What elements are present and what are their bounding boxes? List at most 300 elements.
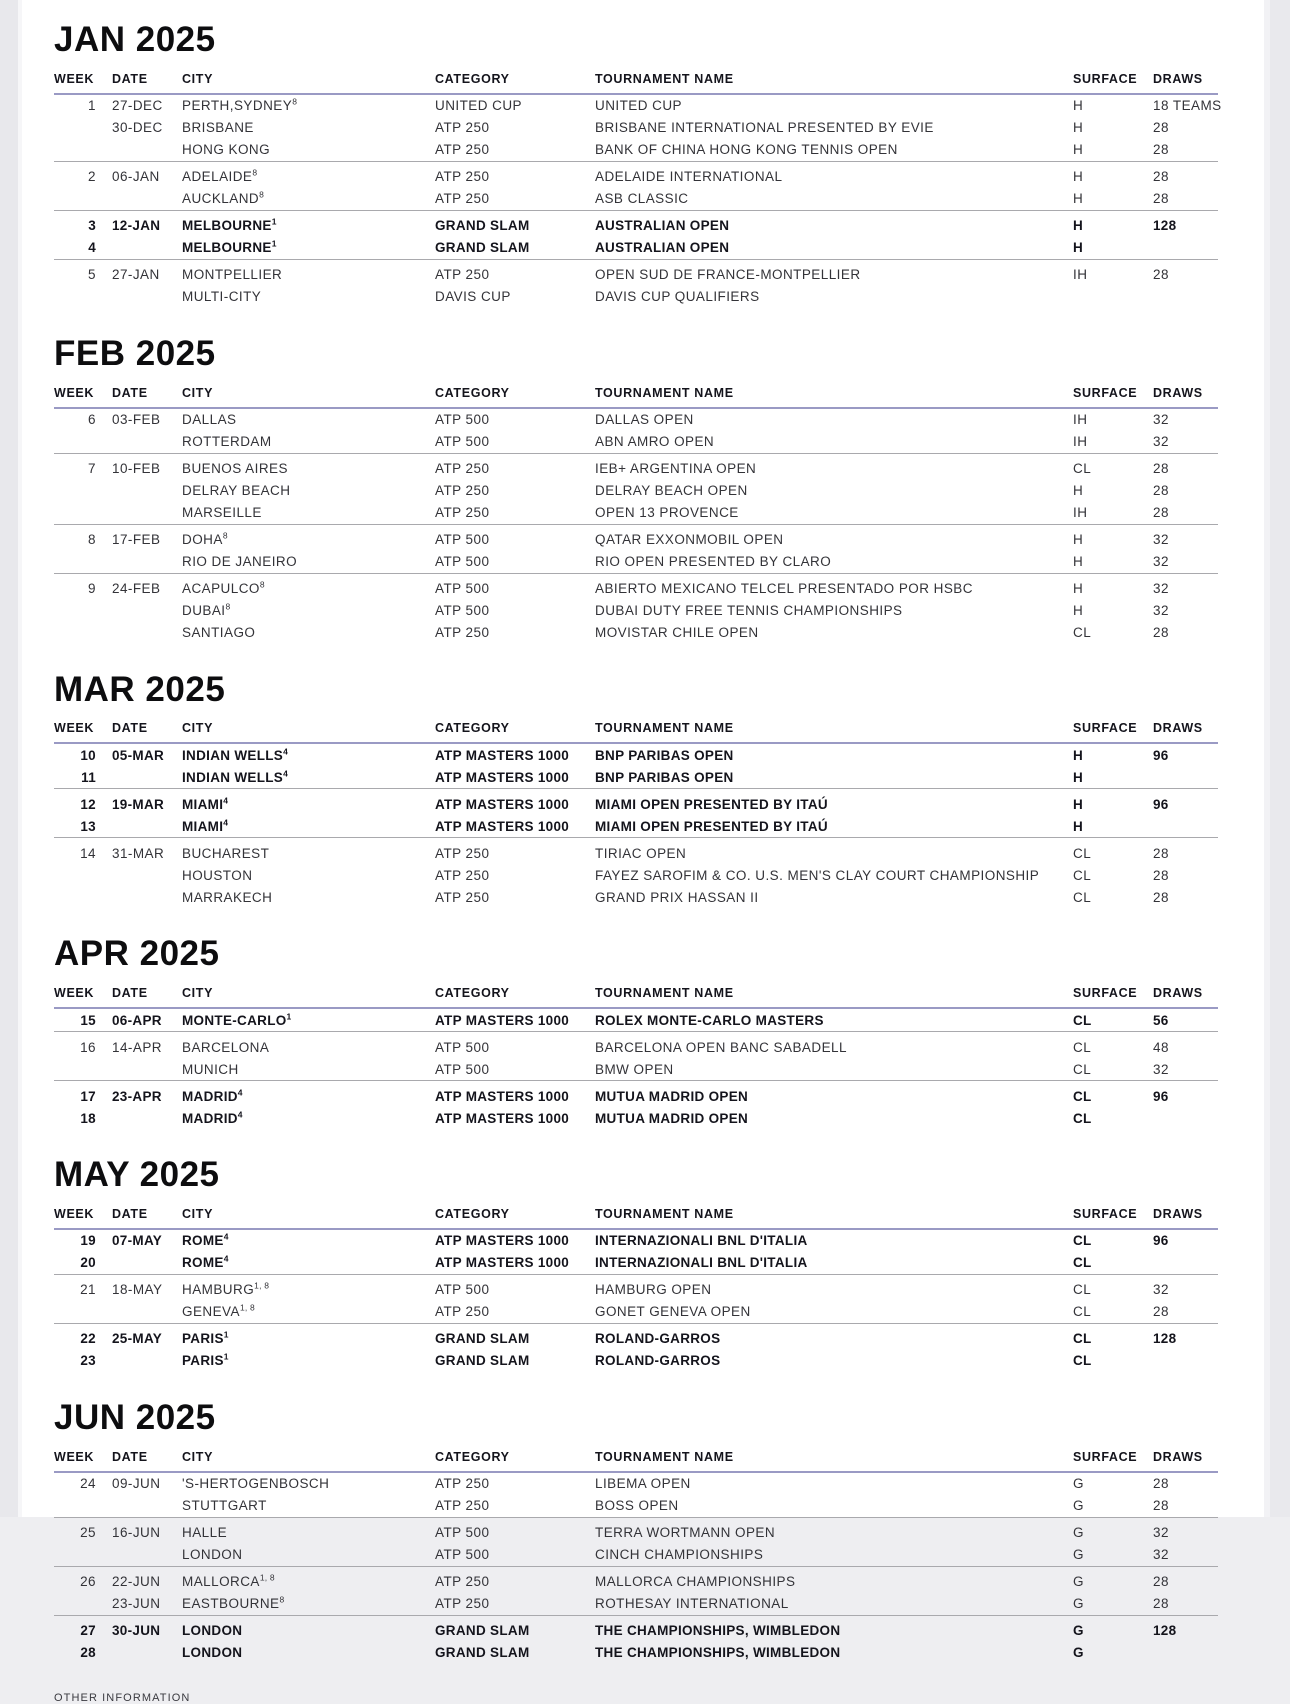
cell-category: ATP MASTERS 1000 [435, 1255, 570, 1271]
cell-date: 12-JAN [112, 218, 161, 234]
table-header-row [54, 721, 1218, 742]
column-header-city: CITY [182, 385, 214, 400]
cell-draws [1147, 1642, 1218, 1664]
cell-tournament: MUTUA MADRID OPEN [595, 1110, 749, 1126]
footnote-marker: 4 [237, 1109, 243, 1119]
other-information-label: OTHER INFORMATION [54, 1691, 191, 1704]
cell-category: ATP 500 [435, 1547, 490, 1562]
cell-date [110, 766, 182, 788]
footnote-marker: 1 [286, 1011, 292, 1021]
table-row[interactable] [54, 480, 1218, 502]
cell-week [54, 886, 110, 908]
table-row[interactable] [54, 578, 1218, 600]
cell-date: 25-MAY [112, 1331, 163, 1347]
column-header-draws: DRAWS [1153, 721, 1203, 736]
cell-tournament: ROLAND-GARROS [595, 1353, 721, 1369]
cell-week: 18 [80, 1110, 96, 1126]
cell-city: MIAMI$^4$ [182, 817, 229, 834]
cell-tournament: ROTHESAY INTERNATIONAL [595, 1596, 789, 1611]
table-row[interactable] [54, 1279, 1218, 1301]
footnote-marker: 8 [259, 579, 265, 590]
table-row[interactable] [54, 886, 1218, 908]
cell-city: PERTH,SYDNEY$^8$ [182, 96, 298, 114]
footnote-marker: 8 [259, 189, 265, 200]
cell-date [110, 1642, 182, 1664]
cell-draws: 32 [1153, 1547, 1169, 1562]
cell-tournament: MIAMI OPEN PRESENTED BY ITAÚ [595, 818, 828, 834]
cell-draws: 28 [1153, 483, 1169, 498]
table-row[interactable] [54, 264, 1218, 286]
cell-surface: CL [1073, 1088, 1092, 1104]
cell-category: ATP 250 [435, 1304, 490, 1320]
table-row[interactable] [54, 1252, 1218, 1274]
cell-date [110, 188, 182, 210]
month-block [54, 910, 1232, 1129]
cell-city: MELBOURNE$^1$ [182, 238, 277, 256]
table-row[interactable] [54, 286, 1218, 308]
cell-week [54, 286, 110, 308]
cell-category: ATP 250 [435, 845, 490, 861]
cell-surface: CL [1073, 1233, 1092, 1249]
cell-date [110, 622, 182, 644]
cell-date: 19-MAR [112, 796, 165, 812]
cell-surface: H [1073, 191, 1084, 207]
footnote-marker: 8 [252, 167, 258, 178]
table-row[interactable] [54, 1107, 1218, 1129]
column-header-city: CITY [182, 986, 214, 1000]
cell-draws: 32 [1153, 554, 1169, 569]
table-row[interactable] [54, 864, 1218, 886]
cell-date: 07-MAY [112, 1233, 163, 1249]
cell-city: AUCKLAND$^8$ [182, 189, 265, 207]
cell-city: 'S-HERTOGENBOSCH [182, 1476, 330, 1491]
cell-draws: 28 [1153, 505, 1169, 520]
cell-category: ATP MASTERS 1000 [435, 1110, 570, 1126]
cell-city: DUBAI$^8$ [182, 601, 231, 618]
cell-week: 22 [80, 1331, 96, 1347]
cell-category: ATP 250 [435, 505, 490, 520]
column-header-city: CITY [182, 71, 214, 86]
column-header-week: WEEK [54, 385, 95, 400]
cell-category: ATP 250 [435, 1574, 490, 1589]
cell-surface: H [1073, 98, 1084, 114]
cell-week: 3 [88, 218, 96, 234]
cell-tournament: LIBEMA OPEN [595, 1476, 691, 1491]
month-title: JUN 2025 [54, 1397, 216, 1437]
cell-tournament: OPEN SUD DE FRANCE-MONTPELLIER [595, 267, 861, 283]
cell-draws: 28 [1153, 845, 1169, 861]
cell-tournament: UNITED CUP [595, 98, 683, 114]
cell-draws: 32 [1153, 532, 1169, 547]
month-block [54, 1131, 1232, 1372]
cell-city: ROTTERDAM [182, 434, 272, 449]
cell-week: 11 [81, 769, 96, 785]
table-row[interactable] [54, 215, 1218, 237]
table-row[interactable] [54, 1473, 1218, 1495]
cell-surface: H [1073, 120, 1084, 136]
table-row[interactable] [54, 1328, 1218, 1350]
month-title: FEB 2025 [54, 333, 216, 373]
cell-date [110, 551, 182, 573]
cell-city: ADELAIDE$^8$ [182, 167, 258, 185]
column-header-week: WEEK [54, 721, 95, 736]
cell-draws: 48 [1153, 1039, 1169, 1055]
cell-week: 4 [88, 240, 96, 256]
cell-surface: G [1073, 1476, 1084, 1491]
cell-city: HOUSTON [182, 867, 253, 883]
cell-week [54, 431, 110, 453]
column-header-draws: DRAWS [1153, 1449, 1203, 1464]
cell-tournament: DUBAI DUTY FREE TENNIS CHAMPIONSHIPS [595, 603, 903, 618]
cell-city: DALLAS [182, 412, 237, 427]
cell-date: 06-APR [112, 1012, 162, 1028]
cell-draws: 128 [1153, 1331, 1177, 1347]
table-row[interactable] [54, 117, 1218, 139]
cell-category: ATP 250 [435, 169, 490, 185]
cell-city: BRISBANE [182, 120, 254, 136]
column-header-week: WEEK [54, 986, 95, 1000]
cell-category: ATP MASTERS 1000 [435, 796, 570, 812]
table-row[interactable] [54, 458, 1218, 480]
table-row[interactable] [54, 1058, 1218, 1080]
cell-surface: H [1073, 769, 1084, 785]
cell-tournament: THE CHAMPIONSHIPS, WIMBLEDON [595, 1645, 841, 1660]
cell-category: ATP MASTERS 1000 [435, 818, 570, 834]
cell-date [110, 139, 182, 161]
cell-surface: CL [1073, 1331, 1092, 1347]
table-row[interactable] [54, 1495, 1218, 1517]
cell-draws: 96 [1153, 796, 1169, 812]
column-header-surface: SURFACE [1073, 385, 1138, 400]
cell-surface: CL [1073, 845, 1092, 861]
column-header-date: DATE [112, 71, 148, 86]
column-header-tournament: TOURNAMENT NAME [595, 986, 734, 1000]
cell-draws: 18 TEAMS [1153, 98, 1222, 114]
footnote-marker: 4 [223, 1253, 229, 1264]
cell-week: 15 [80, 1012, 96, 1028]
cell-category: ATP 250 [435, 267, 490, 283]
cell-tournament: TERRA WORTMANN OPEN [595, 1525, 776, 1540]
cell-surface: IH [1073, 412, 1088, 427]
table-row[interactable] [54, 1642, 1218, 1664]
table-row[interactable] [54, 551, 1218, 573]
cell-week: 2 [88, 169, 96, 185]
table-row[interactable] [54, 815, 1218, 837]
cell-surface: H [1073, 818, 1084, 834]
cell-date [110, 1495, 182, 1517]
cell-draws: 32 [1153, 1525, 1169, 1540]
column-header-draws: DRAWS [1153, 986, 1203, 1000]
table-row[interactable] [54, 1036, 1218, 1058]
cell-category: ATP MASTERS 1000 [435, 747, 570, 763]
cell-category: ATP MASTERS 1000 [435, 1088, 570, 1104]
cell-surface: G [1073, 1596, 1084, 1611]
cell-city: PARIS$^1$ [182, 1351, 229, 1369]
cell-draws: 32 [1153, 603, 1169, 618]
cell-surface: CL [1073, 1282, 1092, 1298]
cell-draws: 28 [1153, 1596, 1169, 1611]
month-title: APR 2025 [54, 934, 220, 974]
month-table [54, 986, 1218, 1129]
cell-draws [1147, 286, 1218, 308]
table-row[interactable] [54, 766, 1218, 788]
cell-date: 27-JAN [112, 267, 160, 283]
cell-draws: 28 [1153, 169, 1169, 185]
column-header-week: WEEK [54, 1206, 95, 1221]
cell-draws: 28 [1153, 889, 1169, 905]
column-header-surface: SURFACE [1073, 71, 1138, 86]
month-title: MAY 2025 [54, 1155, 220, 1194]
cell-city: PARIS$^1$ [182, 1329, 229, 1347]
cell-surface: G [1073, 1623, 1084, 1638]
cell-week: 6 [88, 412, 96, 427]
footnote-marker: 4 [223, 1231, 229, 1242]
cell-city: MALLORCA$^{1, 8}$ [182, 1572, 275, 1589]
cell-tournament: OPEN 13 PROVENCE [595, 505, 739, 520]
cell-surface: G [1073, 1645, 1084, 1660]
cell-date [110, 286, 182, 308]
cell-draws: 96 [1153, 1088, 1169, 1104]
cell-tournament: ROLEX MONTE-CARLO MASTERS [595, 1012, 824, 1028]
cell-category: GRAND SLAM [435, 218, 530, 234]
cell-week [54, 600, 110, 622]
cell-surface: H [1073, 796, 1084, 812]
calendar-sheet [22, 0, 1264, 1704]
table-row[interactable] [54, 237, 1218, 259]
footnote-marker: 1 [223, 1351, 229, 1362]
cell-surface: CL [1073, 867, 1092, 883]
cell-city: LONDON [182, 1623, 243, 1638]
table-row[interactable] [54, 1522, 1218, 1544]
cell-date [110, 237, 182, 259]
table-row[interactable] [54, 744, 1218, 766]
column-header-draws: DRAWS [1153, 1206, 1203, 1221]
column-header-draws: DRAWS [1153, 71, 1203, 86]
cell-category: ATP 250 [435, 1498, 490, 1513]
cell-category: GRAND SLAM [435, 1331, 530, 1347]
cell-week: 5 [88, 267, 96, 283]
cell-city: EASTBOURNE$^8$ [182, 1594, 285, 1611]
table-header-row [54, 1450, 1218, 1471]
cell-city: DELRAY BEACH [182, 483, 291, 498]
cell-week: 7 [88, 461, 96, 476]
cell-week: 26 [80, 1574, 96, 1589]
cell-city: RIO DE JANEIRO [182, 554, 298, 569]
cell-tournament: BOSS OPEN [595, 1498, 679, 1513]
table-row[interactable] [54, 622, 1218, 644]
table-row[interactable] [54, 1593, 1218, 1615]
cell-date [110, 480, 182, 502]
cell-city: LONDON [182, 1547, 243, 1562]
cell-tournament: ABIERTO MEXICANO TELCEL PRESENTADO POR HSBC [595, 581, 973, 596]
table-row[interactable] [54, 1009, 1218, 1031]
cell-tournament: AUSTRALIAN OPEN [595, 218, 730, 234]
cell-city: MULTI-CITY [182, 289, 262, 305]
table-header-row [54, 986, 1218, 1007]
cell-date [110, 1544, 182, 1566]
cell-surface: CL [1073, 1353, 1092, 1369]
cell-tournament: BARCELONA OPEN BANC SABADELL [595, 1039, 847, 1055]
column-header-category: CATEGORY [435, 71, 510, 86]
cell-surface: H [1073, 747, 1084, 763]
footnote-marker: 4 [237, 1087, 243, 1097]
cell-category: ATP MASTERS 1000 [435, 769, 570, 785]
cell-week [54, 117, 110, 139]
cell-tournament: AUSTRALIAN OPEN [595, 240, 730, 256]
table-row[interactable] [54, 1620, 1218, 1642]
table-row[interactable] [54, 166, 1218, 188]
cell-city: MONTPELLIER [182, 267, 283, 283]
cell-city: HONG KONG [182, 142, 271, 158]
cell-surface: G [1073, 1547, 1084, 1562]
cell-draws: 128 [1153, 1623, 1177, 1638]
cell-surface: CL [1073, 625, 1092, 640]
cell-surface: H [1073, 142, 1084, 158]
cell-date: 24-FEB [112, 581, 161, 596]
cell-category: ATP 250 [435, 120, 490, 136]
footnote-marker: 8 [222, 530, 228, 541]
cell-date: 05-MAR [112, 747, 165, 763]
table-row[interactable] [54, 842, 1218, 864]
cell-category: ATP MASTERS 1000 [435, 1012, 570, 1028]
cell-city: GENEVA$^{1, 8}$ [182, 1302, 255, 1320]
table-row[interactable] [54, 502, 1218, 524]
month-table [54, 1450, 1218, 1664]
cell-tournament: MALLORCA CHAMPIONSHIPS [595, 1574, 796, 1589]
cell-draws: 28 [1153, 1476, 1169, 1491]
cell-tournament: INTERNAZIONALI BNL D'ITALIA [595, 1233, 808, 1249]
cell-category: ATP 250 [435, 191, 490, 207]
cell-tournament: ASB CLASSIC [595, 191, 689, 207]
footnote-marker: 4 [223, 795, 229, 806]
cell-week [54, 1544, 110, 1566]
table-row[interactable] [54, 431, 1218, 453]
cell-draws: 28 [1153, 867, 1169, 883]
cell-tournament: THE CHAMPIONSHIPS, WIMBLEDON [595, 1623, 841, 1638]
table-row[interactable] [54, 188, 1218, 210]
cell-category: GRAND SLAM [435, 1645, 530, 1660]
footnote-marker: 1, 8 [239, 1302, 255, 1313]
footnote-marker: 4 [283, 768, 289, 779]
column-header-week: WEEK [54, 1449, 95, 1464]
cell-tournament: FAYEZ SAROFIM & CO. U.S. MEN'S CLAY COURT CHAMPIONSHIP [595, 867, 1040, 883]
cell-tournament: BMW OPEN [595, 1061, 674, 1077]
column-header-category: CATEGORY [435, 721, 510, 736]
table-row[interactable] [54, 139, 1218, 161]
cell-category: GRAND SLAM [435, 1623, 530, 1638]
cell-city: BARCELONA [182, 1039, 270, 1055]
cell-date: 27-DEC [112, 98, 163, 114]
cell-city: STUTTGART [182, 1498, 267, 1513]
column-header-category: CATEGORY [435, 1449, 510, 1464]
cell-category: ATP 500 [435, 1061, 490, 1077]
table-row[interactable] [54, 793, 1218, 815]
cell-city: MONTE-CARLO$^1$ [182, 1011, 292, 1028]
cell-draws: 96 [1153, 1233, 1169, 1249]
cell-draws: 32 [1153, 581, 1169, 596]
cell-surface [1069, 286, 1147, 308]
column-header-tournament: TOURNAMENT NAME [595, 71, 734, 86]
cell-surface: G [1073, 1498, 1084, 1513]
footnote-marker: 4 [283, 746, 289, 757]
cell-category: ATP 500 [435, 1282, 490, 1298]
cell-date: 23-APR [112, 1088, 162, 1104]
cell-tournament: ROLAND-GARROS [595, 1331, 721, 1347]
month-title: MAR 2025 [54, 669, 226, 709]
cell-week: 12 [80, 796, 96, 812]
cell-week: 27 [80, 1623, 96, 1638]
cell-week [54, 502, 110, 524]
table-row[interactable] [54, 409, 1218, 431]
cell-surface: CL [1073, 1304, 1092, 1320]
cell-date [110, 1252, 182, 1274]
cell-city: SANTIAGO [182, 625, 256, 640]
month-block [54, 310, 1232, 644]
column-header-date: DATE [112, 385, 148, 400]
table-row[interactable] [54, 529, 1218, 551]
month-block [54, 646, 1232, 909]
table-row[interactable] [54, 95, 1218, 117]
cell-surface: CL [1073, 1255, 1092, 1271]
cell-category: ATP 500 [435, 1525, 490, 1540]
cell-category: ATP 500 [435, 581, 490, 596]
footnote-marker: 1 [271, 238, 277, 249]
column-header-city: CITY [182, 1449, 214, 1464]
table-row[interactable] [54, 1301, 1218, 1323]
month-table [54, 71, 1222, 308]
cell-date: 18-MAY [112, 1282, 163, 1298]
cell-draws [1147, 815, 1218, 837]
cell-date [110, 1350, 182, 1372]
table-row[interactable] [54, 1571, 1218, 1593]
column-header-date: DATE [112, 1206, 148, 1221]
footnote-marker: 1, 8 [254, 1280, 270, 1291]
cell-tournament: MIAMI OPEN PRESENTED BY ITAÚ [595, 796, 828, 812]
column-header-category: CATEGORY [435, 986, 510, 1000]
cell-surface: IH [1073, 434, 1088, 449]
table-row[interactable] [54, 1230, 1218, 1252]
table-row[interactable] [54, 1085, 1218, 1107]
cell-category: GRAND SLAM [435, 240, 530, 256]
column-header-tournament: TOURNAMENT NAME [595, 1449, 734, 1464]
cell-week [54, 188, 110, 210]
cell-category: GRAND SLAM [435, 1353, 530, 1369]
cell-week: 23 [80, 1353, 96, 1369]
cell-date [110, 431, 182, 453]
cell-city: BUENOS AIRES [182, 461, 288, 476]
cell-surface: CL [1073, 889, 1092, 905]
cell-city: ROME$^4$ [182, 1231, 229, 1249]
cell-week: 8 [88, 532, 96, 547]
months-container [54, 0, 1232, 1664]
cell-week: 21 [80, 1282, 96, 1298]
table-row[interactable] [54, 1350, 1218, 1372]
table-row[interactable] [54, 600, 1218, 622]
cell-tournament: ADELAIDE INTERNATIONAL [595, 169, 783, 185]
cell-date: 16-JUN [112, 1525, 161, 1540]
cell-date [110, 1301, 182, 1323]
column-header-category: CATEGORY [435, 1206, 510, 1221]
column-header-tournament: TOURNAMENT NAME [595, 1206, 734, 1221]
cell-draws: 32 [1153, 412, 1169, 427]
cell-category: ATP 250 [435, 867, 490, 883]
table-row[interactable] [54, 1544, 1218, 1566]
cell-date: 03-FEB [112, 412, 161, 427]
cell-draws: 128 [1153, 218, 1177, 234]
footnote-marker: 8 [279, 1594, 285, 1605]
column-header-surface: SURFACE [1073, 721, 1138, 736]
cell-date: 30-JUN [112, 1623, 161, 1638]
